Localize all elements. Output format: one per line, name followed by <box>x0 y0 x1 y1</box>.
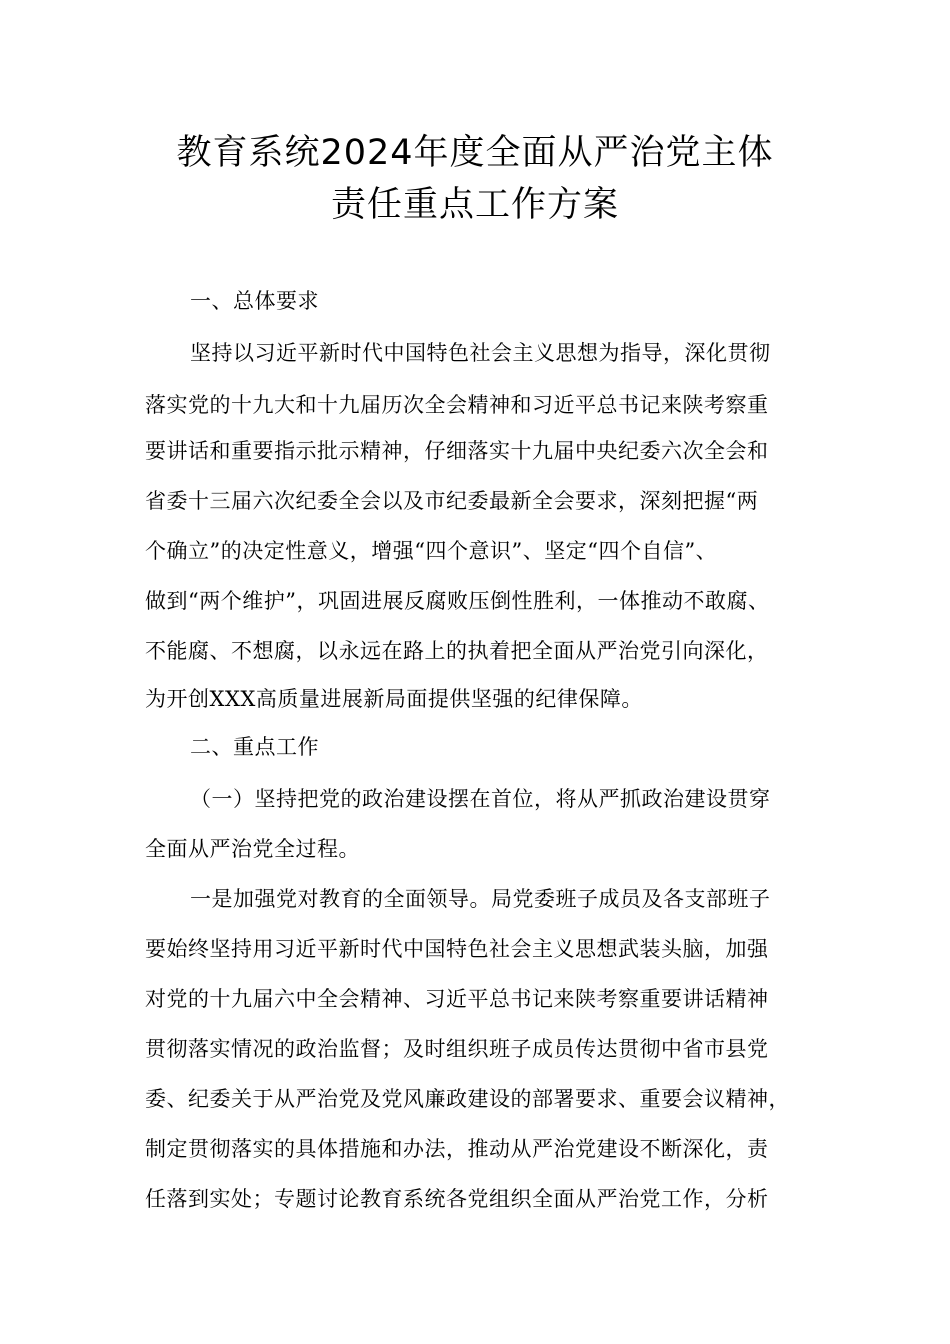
subsection-heading-line: 全面从严治党全过程。 <box>145 837 360 861</box>
body-text-line: 贯彻落实情况的政治监督；及时组织班子成员传达贯彻中省市县党 <box>145 1037 769 1061</box>
body-text-line: 一是加强党对教育的全面领导。局党委班子成员及各支部班子 <box>190 887 771 911</box>
body-text-line: 对党的十九届六中全会精神、习近平总书记来陕考察重要讲话精神 <box>145 987 769 1011</box>
body-text-line: 要始终坚持用习近平新时代中国特色社会主义思想武装头脑，加强 <box>145 937 769 961</box>
body-text-line: 委、纪委关于从严治党及党风廉政建设的部署要求、重要会议精神， <box>145 1087 790 1111</box>
body-text-line: 制定贯彻落实的具体措施和办法，推动从严治党建设不断深化，责 <box>145 1137 769 1161</box>
body-text-line: 不能腐、不想腐，以永远在路上的执着把全面从严治党引向深化， <box>145 639 769 663</box>
body-text-line: 为开创XXX高质量进展新局面提供坚强的纪律保障。 <box>145 687 643 711</box>
body-text-line: 任落到实处；专题讨论教育系统各党组织全面从严治党工作，分析 <box>145 1187 769 1211</box>
body-text-line: 省委十三届六次纪委全会以及市纪委最新全会要求，深刻把握“两 <box>145 489 759 513</box>
document-title-line-2: 责任重点工作方案 <box>330 185 619 225</box>
section-heading-general-requirements: 一、总体要求 <box>190 289 319 313</box>
section-heading-key-work: 二、重点工作 <box>190 735 319 759</box>
body-text-line: 落实党的十九大和十九届历次全会精神和习近平总书记来陕考察重 <box>145 393 769 417</box>
body-text-line: 个确立”的决定性意义，增强“四个意识”、坚定“四个自信”、 <box>145 539 718 563</box>
body-text-line: 坚持以习近平新时代中国特色社会主义思想为指导，深化贯彻 <box>190 341 771 365</box>
document-title-line-1: 教育系统2024年度全面从严治党主体 <box>176 133 774 173</box>
subsection-heading-line: （一）坚持把党的政治建设摆在首位，将从严抓政治建设贯穿 <box>190 787 771 811</box>
body-text-line: 要讲话和重要指示批示精神，仔细落实十九届中央纪委六次全会和 <box>145 439 769 463</box>
body-text-line: 做到“两个维护”，巩固进展反腐败压倒性胜利，一体推动不敢腐、 <box>145 589 770 613</box>
